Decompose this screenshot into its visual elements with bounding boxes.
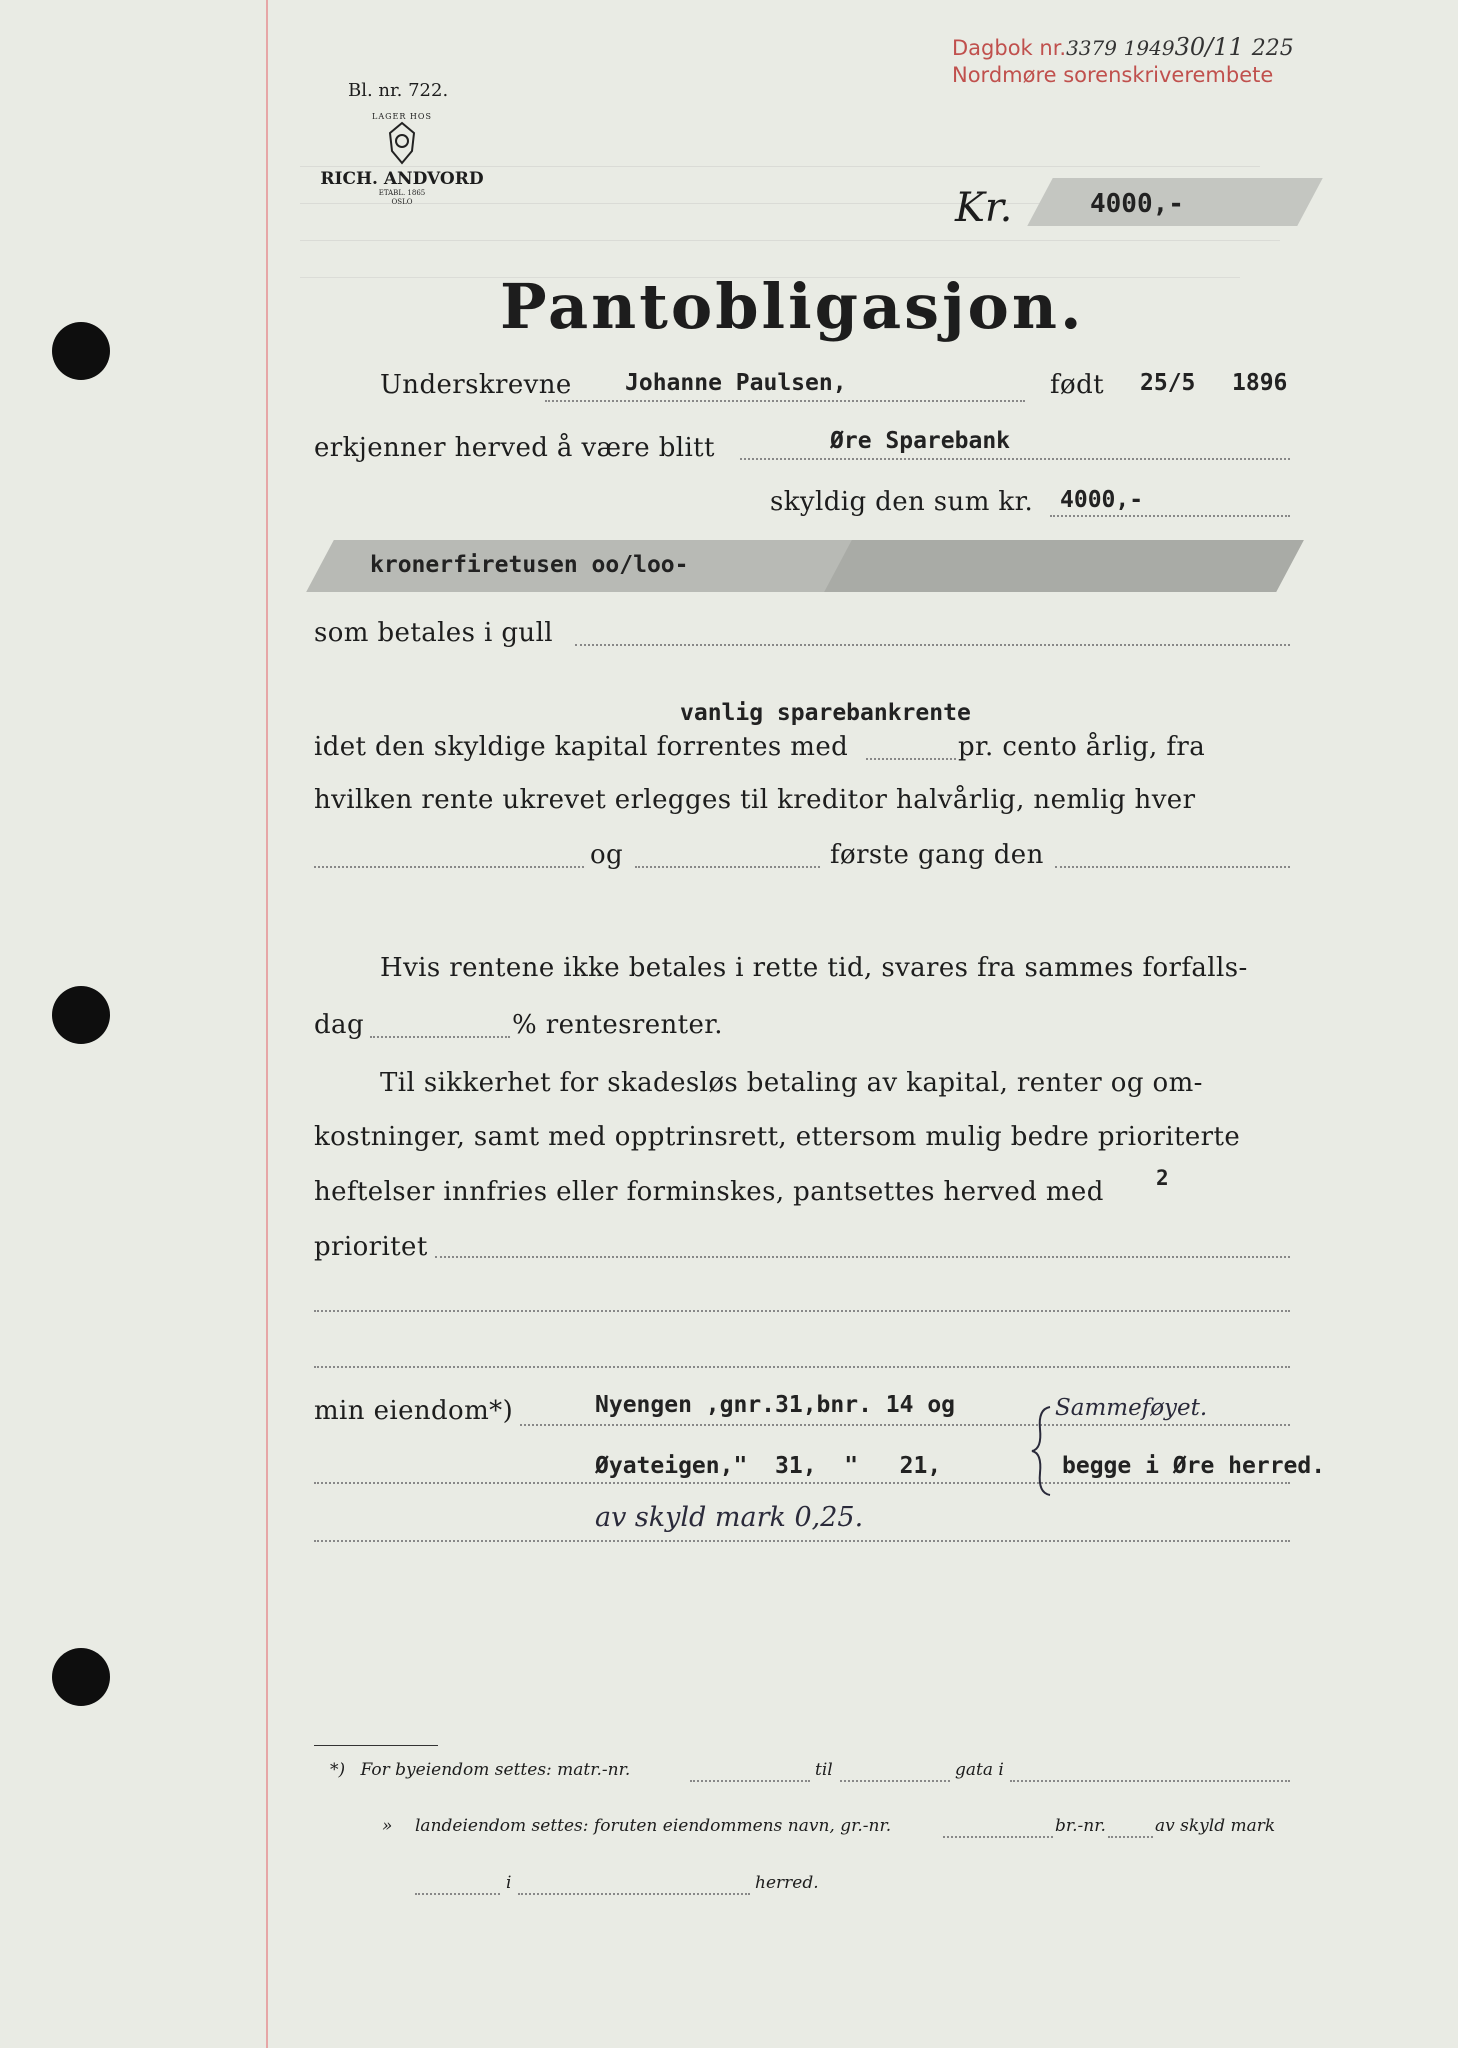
footnote-i: i bbox=[506, 1873, 512, 1893]
interest-line-2: hvilken rente ukrevet erlegges til kreditor halvårlig, nemlig hver bbox=[314, 785, 1196, 815]
stamp-date: 30/11 bbox=[1174, 33, 1244, 61]
born-date: 25/5 bbox=[1140, 370, 1196, 396]
registration-stamp bbox=[952, 34, 1294, 89]
security-line-1: Til sikkerhet for skadesløs betaling av kapital, renter og om- bbox=[380, 1068, 1203, 1098]
property-dotline-2 bbox=[314, 1482, 1290, 1484]
footnote-brnr-dotline bbox=[1108, 1836, 1153, 1838]
publisher-name: RICH. ANDVORD bbox=[320, 169, 484, 189]
stamp-reference: 225 bbox=[1251, 36, 1294, 61]
footnote-til-dotline bbox=[840, 1780, 950, 1782]
amount-words-band-shade bbox=[824, 540, 1304, 592]
undersigned-name: Johanne Paulsen, bbox=[625, 370, 847, 396]
owes-label: skyldig den sum kr. bbox=[770, 487, 1034, 517]
property-dotline-3 bbox=[314, 1540, 1290, 1542]
priority-label: prioritet bbox=[314, 1232, 428, 1262]
and-label: og bbox=[590, 840, 624, 870]
creditor-dotline bbox=[740, 458, 1290, 460]
currency-label: Kr. bbox=[955, 185, 1013, 231]
undersigned-label: Underskrevne bbox=[380, 370, 572, 400]
footnote-marker-2: » bbox=[382, 1816, 393, 1836]
footnote-herred: herred. bbox=[755, 1873, 819, 1893]
undersigned-dotline bbox=[545, 400, 1025, 402]
punch-hole-top bbox=[52, 322, 110, 380]
interest-suffix: pr. cento årlig, fra bbox=[958, 732, 1206, 762]
interest-dotline bbox=[866, 758, 956, 760]
publisher-logo bbox=[312, 112, 492, 207]
amount-value: 4000,- bbox=[1090, 189, 1184, 219]
property-dotline-1 bbox=[520, 1424, 1290, 1426]
date2-dotline bbox=[635, 866, 820, 868]
owes-amount: 4000,- bbox=[1060, 487, 1144, 513]
document-title: Pantobligasjon. bbox=[500, 270, 1085, 343]
footnote-matrnr-dotline bbox=[690, 1780, 810, 1782]
punch-hole-bottom bbox=[52, 1648, 110, 1706]
interest-line: idet den skyldige kapital forrentes med bbox=[314, 732, 849, 762]
stamp-office: Nordmøre sorenskriverembete bbox=[952, 63, 1274, 87]
punch-hole-middle bbox=[52, 986, 110, 1044]
payment-label: som betales i gull bbox=[314, 618, 554, 648]
publisher-emblem-icon bbox=[384, 121, 420, 165]
first-time-dotline bbox=[1055, 866, 1290, 868]
priority-dotline-1 bbox=[435, 1256, 1290, 1258]
late-line-2-end: % rentesrenter. bbox=[512, 1010, 723, 1040]
late-line-1: Hvis rentene ikke betales i rette tid, svares fra sammes forfalls- bbox=[380, 953, 1248, 983]
publisher-logo-caption: LAGER HOS bbox=[372, 112, 432, 121]
footnote-brnr: br.-nr. bbox=[1055, 1816, 1106, 1836]
footnote-rural-text: landeiendom settes: foruten eiendommens navn, gr.-nr. bbox=[415, 1816, 892, 1836]
property-label: min eiendom*) bbox=[314, 1396, 514, 1426]
property-line-1-handwritten: Sammeføyet. bbox=[1055, 1395, 1208, 1421]
priority-number: 2 bbox=[1156, 1166, 1169, 1190]
footnote-marker-1: *) bbox=[330, 1760, 346, 1780]
footnote-city-text: For byeiendom settes: matr.-nr. bbox=[360, 1760, 631, 1780]
footnote-line-1 bbox=[330, 1760, 630, 1780]
margin-rule bbox=[266, 0, 268, 2048]
creditor-name: Øre Sparebank bbox=[830, 428, 1011, 454]
footnote-grnr-dotline bbox=[943, 1836, 1053, 1838]
stamp-journal-number: 3379 bbox=[1066, 36, 1117, 60]
property-line-2-end: begge i Øre herred. bbox=[1062, 1453, 1326, 1479]
footnote-skyld: av skyld mark bbox=[1155, 1816, 1276, 1836]
footnote-til: til bbox=[815, 1760, 833, 1780]
owes-dotline bbox=[1050, 515, 1290, 517]
payment-dotline bbox=[575, 644, 1290, 646]
late-rate-dotline bbox=[370, 1036, 510, 1038]
stamp-journal-label: Dagbok nr. bbox=[952, 36, 1067, 60]
late-line-2-start: dag bbox=[314, 1010, 364, 1040]
born-label: født bbox=[1050, 370, 1104, 400]
footnote-mark-dotline bbox=[415, 1893, 500, 1895]
publisher-established: ETABL. 1865 bbox=[378, 189, 426, 197]
date1-dotline bbox=[314, 866, 584, 868]
property-line-3-handwritten: av skyld mark 0,25. bbox=[595, 1502, 864, 1533]
amount-words: kronerfiretusen oo/loo- bbox=[370, 552, 689, 578]
publisher-city: OSLO bbox=[391, 198, 413, 206]
property-line-2: Øyateigen," 31, " 21, bbox=[595, 1453, 942, 1479]
footnote-i-dotline bbox=[518, 1893, 750, 1895]
footnote-gata: gata i bbox=[955, 1760, 1004, 1780]
form-number: Bl. nr. 722. bbox=[348, 80, 449, 101]
security-line-2: kostninger, samt med opptrinsrett, ettersom mulig bedre prioriterte bbox=[314, 1122, 1241, 1152]
footnote-rule bbox=[314, 1745, 438, 1746]
interest-typed: vanlig sparebankrente bbox=[680, 700, 971, 726]
first-time-label: første gang den bbox=[830, 840, 1044, 870]
stamp-year: 1949 bbox=[1123, 36, 1175, 60]
security-line-3: heftelser innfries eller forminskes, pantsettes herved med bbox=[314, 1177, 1104, 1207]
born-year: 1896 bbox=[1232, 370, 1288, 396]
footnote-gata-dotline bbox=[1010, 1780, 1290, 1782]
priority-dotline-2 bbox=[314, 1310, 1290, 1312]
priority-dotline-3 bbox=[314, 1366, 1290, 1368]
acknowledge-label: erkjenner herved å være blitt bbox=[314, 433, 715, 463]
property-line-1: Nyengen ,gnr.31,bnr. 14 og bbox=[595, 1392, 956, 1418]
